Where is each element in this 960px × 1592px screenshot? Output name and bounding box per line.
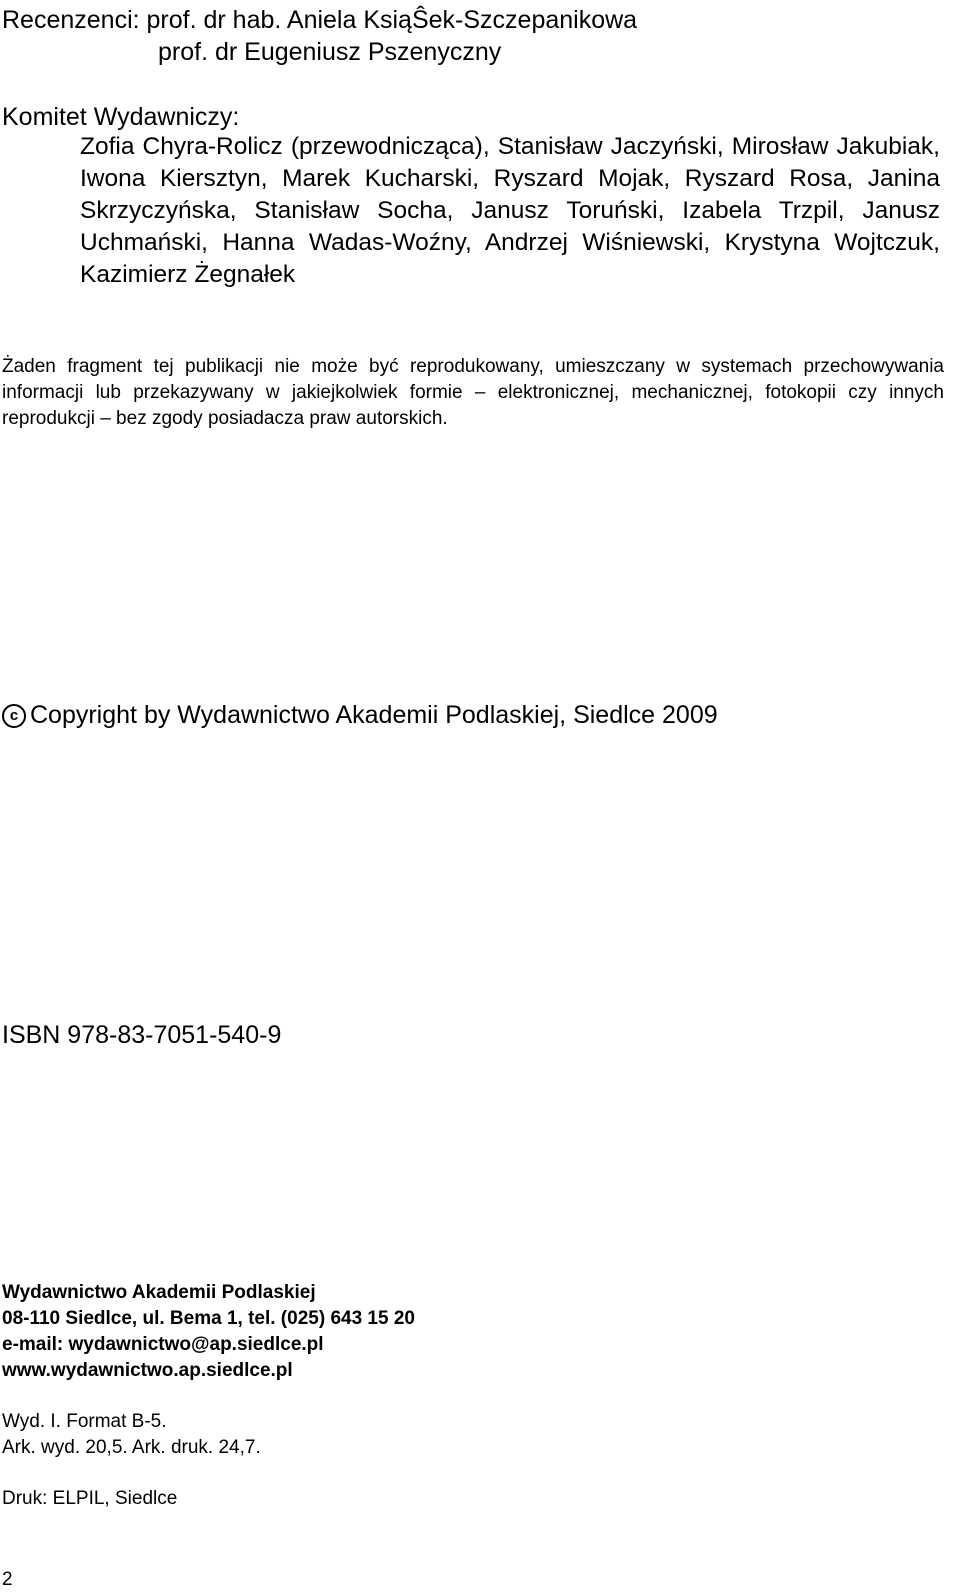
publisher-block [2, 1280, 415, 1384]
copyright-text: Copyright by Wydawnictwo Akademii Podlaskiej, Siedlce 2009 [30, 701, 718, 729]
publisher-name: Wydawnictwo Akademii Podlaskiej [2, 1282, 316, 1303]
copyright-line [2, 699, 718, 731]
edition-format-block [2, 1409, 261, 1461]
reviewers-line-1: Recenzenci: prof. dr hab. Aniela KsiąŜek-Szczepanikowa [2, 6, 638, 34]
publisher-address: 08-110 Siedlce, ul. Bema 1, tel. (025) 643 15 20 [2, 1308, 415, 1329]
committee-members: Zofia Chyra-Rolicz (przewodnicząca), Stanisław Jaczyński, Mirosław Jakubiak, Iwona Kiersztyn, Marek Kucharski, Ryszard Mojak, Ryszard Rosa, Janina Skrzyczyńska, Stanisław Socha, Janusz Toruński, Izabela Trzpil, Janusz Uchmański, Hanna Wadas-Woźny, Andrzej Wiśniewski, Krystyna Wojtczuk, Kazimierz Żegnałek [80, 133, 940, 288]
print-info: Druk: ELPIL, Siedlce [2, 1488, 178, 1509]
edition-format-line-2: Ark. wyd. 20,5. Ark. druk. 24,7. [2, 1437, 261, 1458]
reviewers-block [2, 4, 942, 68]
page-number: 2 [2, 1569, 13, 1590]
reviewers-line-2: prof. dr Eugeniusz Pszenyczny [158, 38, 502, 66]
publisher-website: www.wydawnictwo.ap.siedlce.pl [2, 1360, 293, 1381]
copyright-symbol-icon: c [2, 704, 26, 728]
copyright-notice: Żaden fragment tej publikacji nie może być reprodukowany, umieszczany w systemach przechowywania informacji lub przekazywany w jakiejkolwiek formie – elektronicznej, mechanicznej, fotokopii czy innych reprodukcji – bez zgody posiadacza praw autorskich. [2, 356, 944, 429]
edition-format-line-1: Wyd. I. Format B-5. [2, 1411, 167, 1432]
committee-heading: Komitet Wydawniczy: [2, 103, 240, 131]
isbn: ISBN 978-83-7051-540-9 [2, 1021, 282, 1049]
publisher-email: e-mail: wydawnictwo@ap.siedlce.pl [2, 1334, 324, 1355]
